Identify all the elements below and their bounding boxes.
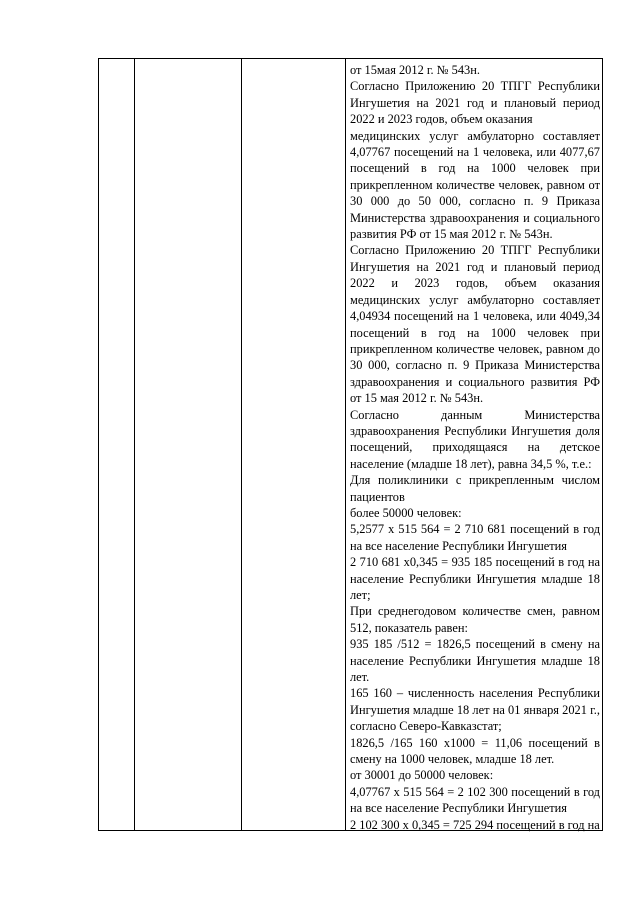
text-line: 512, показатель равен: — [350, 620, 468, 635]
text-line: согласно Северо-Кавказстат; — [350, 719, 502, 734]
text-line: посещений в год на 1000 человек при — [350, 161, 600, 176]
text-line: развития РФ от 15 мая 2012 г. № 543н. — [350, 227, 553, 242]
text-line: смену на 1000 человек, младше 18 лет. — [350, 752, 555, 767]
text-line: население Республики Ингушетия младше 18 — [350, 653, 600, 668]
text-line: на все население Республики Ингушетия — [350, 538, 567, 553]
text-line: Для поликлиники с прикрепленным числом — [350, 473, 600, 488]
text-line: от 15мая 2012 г. № 543н. — [350, 63, 480, 77]
text-line: Ингушетия младше 18 лет на 01 января 2021 г., — [350, 702, 600, 717]
text-line: здравоохранения и социального развития РФ — [350, 374, 600, 389]
text-line: прикрепленном количестве человек, равном от — [350, 177, 600, 192]
text-line: от 15 мая 2012 г. № 543н. — [350, 391, 484, 406]
text-line: 935 185 /512 = 1826,5 посещений в смену на — [350, 637, 600, 652]
text-cell — [350, 62, 600, 833]
text-line: медицинских услуг амбулаторно составляет — [350, 128, 600, 143]
text-line: пациентов — [350, 489, 405, 504]
document-table — [98, 58, 603, 831]
column-divider — [241, 59, 242, 830]
text-line: 2 710 681 х0,345 = 935 185 посещений в год на — [350, 555, 600, 570]
text-line: Министерства здравоохранения и социального — [350, 210, 600, 225]
text-line: население (младше 18 лет), равна 34,5 %, т.е.: — [350, 456, 592, 471]
text-line: Ингушетия на 2021 год и плановый период — [350, 95, 600, 110]
text-line: лет. — [350, 670, 370, 685]
text-line: 2 102 300 х 0,345 = 725 294 посещений в год на — [350, 817, 600, 832]
text-line: Согласно Приложению 20 ТПГГ Республики — [350, 79, 600, 94]
text-line: на все население Республики Ингушетия — [350, 801, 567, 816]
text-line: медицинских услуг амбулаторно составляет — [350, 292, 600, 307]
column-divider — [345, 59, 346, 830]
text-line: посещений в год на 1000 человек при — [350, 325, 600, 340]
text-line: При среднегодовом количестве смен, равном — [350, 604, 600, 619]
text-line: посещений, приходящаяся на детское — [350, 440, 600, 455]
text-line: 4,07767 посещений на 1 человека, или 4077,67 — [350, 145, 600, 160]
text-line: 2022 и 2023 годов, объем оказания — [350, 276, 600, 291]
text-line: от 30001 до 50000 человек: — [350, 768, 494, 783]
text-line: 30 000, согласно п. 9 Приказа Министерства — [350, 358, 600, 373]
text-line: Согласно данным Министерства — [350, 407, 600, 422]
text-line: 5,2577 х 515 564 = 2 710 681 посещений в год — [350, 522, 600, 537]
text-line: прикрепленном количестве человек, равном до — [350, 341, 600, 356]
text-line: Согласно Приложению 20 ТПГГ Республики — [350, 243, 600, 258]
text-line: 4,04934 посещений на 1 человека, или 4049,34 — [350, 309, 600, 324]
text-line: население Республики Ингушетия младше 18 — [350, 571, 600, 586]
text-line: 2022 и 2023 годов, объем оказания — [350, 112, 533, 127]
text-line: более 50000 человек: — [350, 505, 462, 520]
text-line: 4,07767 х 515 564 = 2 102 300 посещений в год — [350, 784, 600, 799]
text-line: лет; — [350, 588, 371, 602]
text-line: 165 160 – численность населения Республики — [350, 686, 600, 701]
column-divider — [134, 59, 135, 830]
text-line: 1826,5 /165 160 х1000 = 11,06 посещений в — [350, 735, 600, 750]
text-line: здравоохранения Республики Ингушетия доля — [350, 423, 600, 438]
text-line: 30 000 до 50 000, согласно п. 9 Приказа — [350, 194, 600, 209]
text-line: Ингушетия на 2021 год и плановый период — [350, 259, 600, 274]
